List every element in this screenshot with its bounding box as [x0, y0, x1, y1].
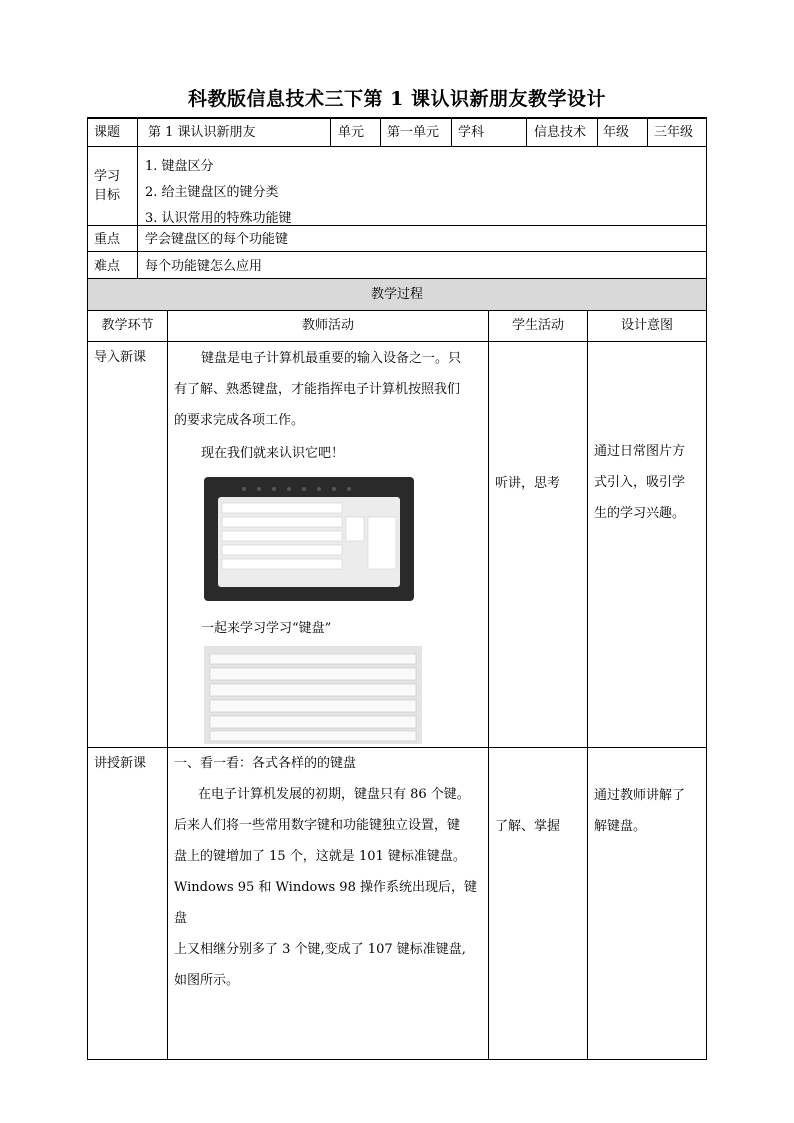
teach-intent: 通过教师讲解了 解键盘。 — [594, 788, 686, 834]
goals-list — [145, 154, 292, 232]
intro-teacher-caption: 一起来学习学习“键盘” — [201, 621, 332, 636]
lesson-value: 第 1 课认识新朋友 — [148, 125, 256, 140]
unit-value: 第一单元 — [387, 125, 440, 140]
table-line — [87, 117, 88, 1060]
column-header: 设计意图 — [620, 318, 673, 333]
difficulty-value: 每个功能键怎么应用 — [145, 259, 263, 274]
key-point-label: 重点 — [94, 232, 121, 247]
subject-value: 信息技术 — [534, 125, 587, 140]
table-line — [647, 117, 648, 146]
column-header: 学生活动 — [511, 318, 564, 333]
lesson-label: 课题 — [94, 125, 121, 140]
table-line — [87, 341, 707, 342]
table-line — [87, 251, 707, 252]
stage-intro: 导入新课 — [94, 350, 147, 365]
page-title: 科教版信息技术三下第 1 课认识新朋友教学设计 — [188, 88, 606, 110]
grade-value: 三年级 — [654, 125, 694, 140]
teach-student: 了解、掌握 — [495, 819, 561, 834]
list-item: 1. 键盘区分 — [145, 159, 214, 174]
unit-label: 单元 — [338, 125, 365, 140]
column-header: 教师活动 — [301, 318, 354, 333]
subject-label: 学科 — [458, 125, 485, 140]
list-item: 3. 认识常用的特殊功能键 — [145, 211, 292, 226]
table-line — [587, 310, 588, 1060]
table-line — [706, 117, 707, 1060]
table-line — [87, 1059, 707, 1060]
table-line — [87, 117, 707, 119]
intro-student: 听讲，思考 — [495, 476, 561, 491]
keyboard-illustration — [204, 477, 414, 601]
table-line — [87, 146, 707, 147]
teach-teacher-text: 一、看一看：各式各样的的键盘 在电子计算机发展的初期，键盘只有 86 个键。 后来人们将一些常用数字键和功能键独立设置，键 盘上的键增加了 15 个，这就是 101 键标准键盘。 Windows 95 和 Windows 98 操作系统出现后，键盘 上又相继分别多了 3 个键,变成了 107 键标准键盘, 如图所示。 — [174, 756, 477, 988]
key-point-value: 学会键盘区的每个功能键 — [145, 232, 289, 247]
keyboard-photo — [204, 646, 422, 744]
table-line — [167, 310, 168, 1060]
process-header: 教学过程 — [370, 287, 423, 302]
keyboard-illustration — [204, 646, 422, 744]
table-line — [451, 117, 452, 146]
keyboard-photo — [204, 477, 414, 601]
grade-label: 年级 — [603, 125, 630, 140]
table-line — [380, 117, 381, 146]
goals-label: 学习 目标 — [94, 169, 121, 203]
difficulty-label: 难点 — [94, 259, 121, 274]
table-line — [488, 310, 489, 1060]
table-line — [526, 117, 527, 146]
list-item: 2. 给主键盘区的键分类 — [145, 185, 279, 200]
table-line — [597, 117, 598, 146]
column-header: 教学环节 — [101, 318, 154, 333]
table-line — [137, 117, 138, 278]
table-line — [330, 117, 331, 146]
intro-intent: 通过日常图片方 式引入，吸引学 生的学习兴趣。 — [594, 444, 686, 521]
table-line — [87, 310, 707, 311]
intro-teacher-text: 键盘是电子计算机最重要的输入设备之一。只 有了解、熟悉键盘，才能指挥电子计算机按照我们 的要求完成各项工作。 现在我们就来认识它吧！ — [174, 351, 462, 461]
stage-teach: 讲授新课 — [94, 756, 147, 771]
